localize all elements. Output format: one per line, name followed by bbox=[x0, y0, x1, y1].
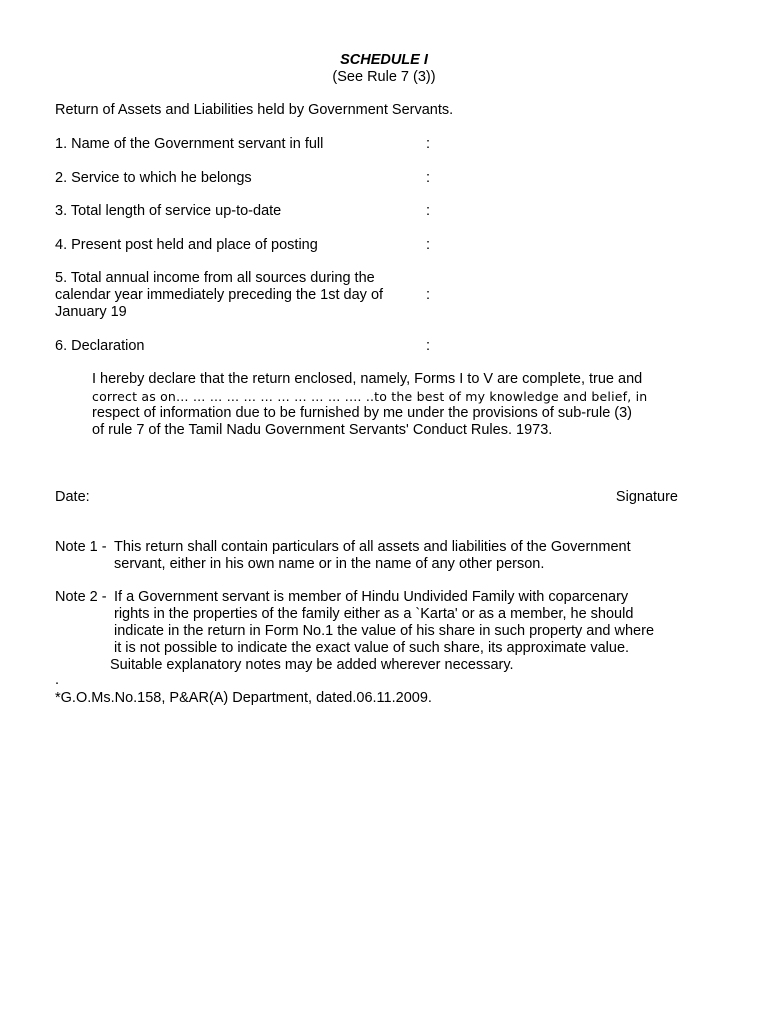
item-income-label-line1: 5. Total annual income from all sources during the bbox=[55, 270, 375, 286]
go-reference: *G.O.Ms.No.158, P&AR(A) Department, dated.06.11.2009. bbox=[55, 690, 432, 706]
item-post-colon: : bbox=[426, 237, 431, 253]
note-1-label: Note 1 - bbox=[55, 539, 107, 555]
declaration-line-2: correct as on… … … … … … … … … … .… ..to the best of my knowledge and belief, in bbox=[92, 389, 648, 404]
note-2-label: Note 2 - bbox=[55, 589, 107, 605]
item-income-colon: : bbox=[426, 287, 431, 303]
item-post-label: 4. Present post held and place of posting bbox=[55, 237, 318, 253]
item-name-colon: : bbox=[426, 136, 431, 152]
item-income-label-line3: January 19 bbox=[55, 304, 127, 320]
item-declaration-colon: : bbox=[426, 338, 431, 354]
signature-label: Signature bbox=[615, 489, 678, 505]
item-income-label-line2: calendar year immediately preceding the 1st day of bbox=[55, 287, 384, 303]
intro-text: Return of Assets and Liabilities held by Government Servants. bbox=[55, 102, 454, 118]
note-2-line-3: indicate in the return in Form No.1 the value of his share in such property and where bbox=[114, 623, 655, 639]
separator-dot: . bbox=[55, 672, 60, 688]
declaration-line-1: I hereby declare that the return enclosed, namely, Forms I to V are complete, true and bbox=[92, 371, 643, 387]
note-1-line-2: servant, either in his own name or in the name of any other person. bbox=[114, 556, 545, 572]
schedule-subtitle: (See Rule 7 (3)) bbox=[332, 69, 436, 85]
note-2-line-2: rights in the properties of the family either as a `Karta' or as a member, he should bbox=[114, 606, 634, 622]
declaration-line-4: of rule 7 of the Tamil Nadu Government Servants' Conduct Rules. 1973. bbox=[92, 422, 553, 438]
item-name-label: 1. Name of the Government servant in full bbox=[55, 136, 324, 152]
schedule-title: SCHEDULE I bbox=[340, 52, 428, 68]
declaration-line-3: respect of information due to be furnished by me under the provisions of sub-rule (3) bbox=[92, 405, 633, 421]
note-1-line-1: This return shall contain particulars of all assets and liabilities of the Government bbox=[114, 539, 631, 555]
item-service-colon: : bbox=[426, 170, 431, 186]
note-2-line-4: it is not possible to indicate the exact value of such share, its approximate value. bbox=[114, 640, 630, 656]
note-2-line-5: Suitable explanatory notes may be added wherever necessary. bbox=[110, 657, 514, 673]
note-2-line-1: If a Government servant is member of Hindu Undivided Family with coparcenary bbox=[114, 589, 629, 605]
item-length-label: 3. Total length of service up-to-date bbox=[55, 203, 282, 219]
item-declaration-label: 6. Declaration bbox=[55, 338, 145, 354]
item-service-label: 2. Service to which he belongs bbox=[55, 170, 252, 186]
item-length-colon: : bbox=[426, 203, 431, 219]
date-label: Date: bbox=[55, 489, 90, 505]
